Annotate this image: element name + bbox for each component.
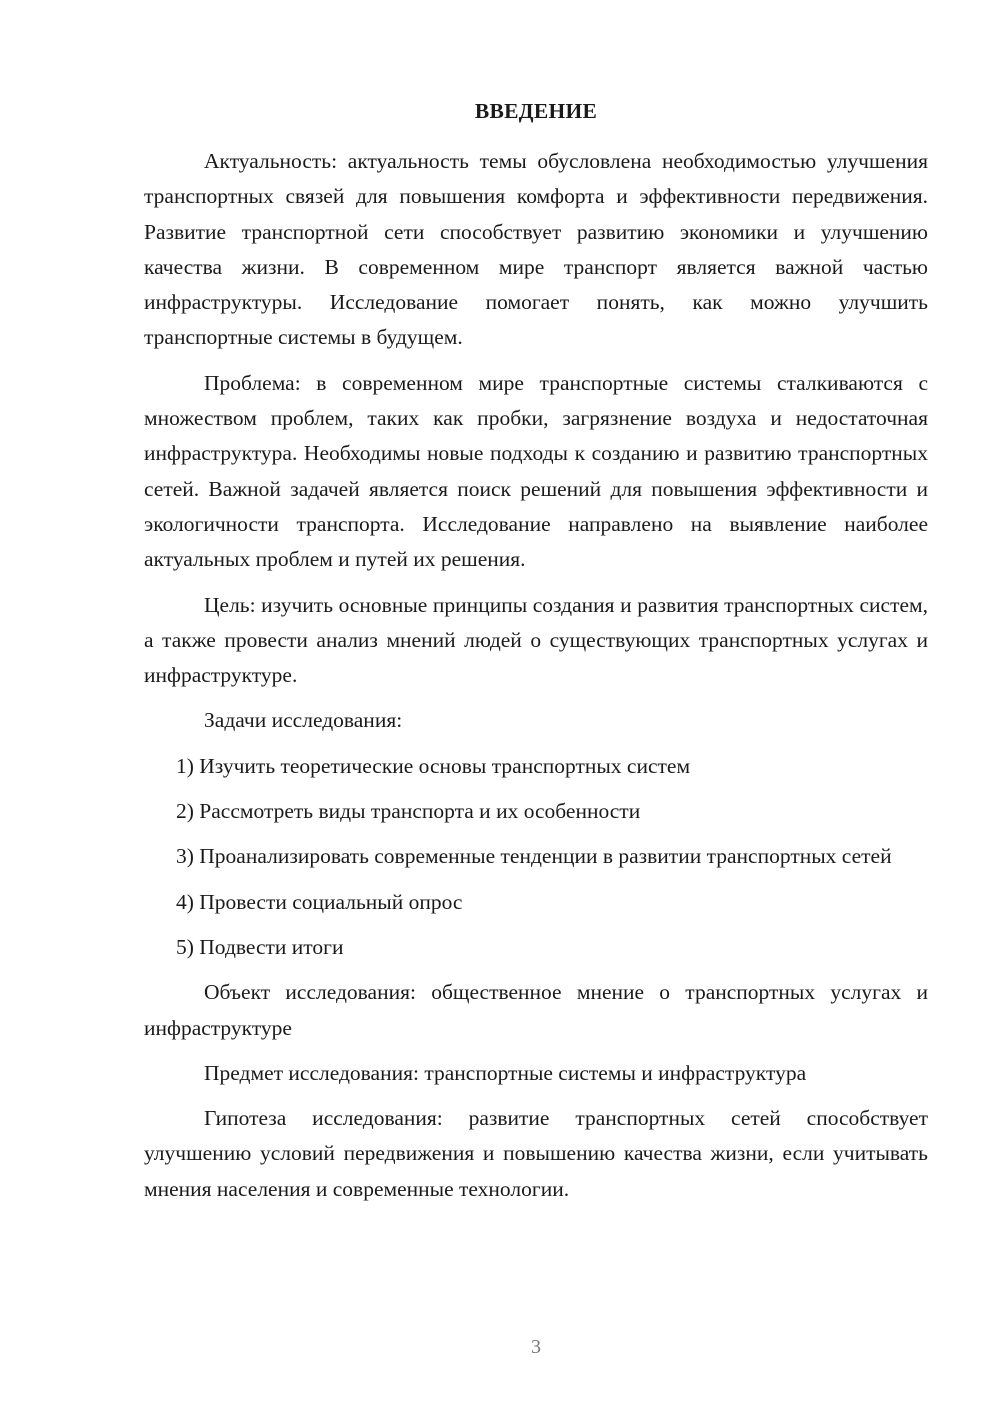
page-number: 3 — [531, 1336, 541, 1358]
task-item: 4) Провести социальный опрос — [176, 889, 463, 914]
object-paragraph: Объект исследования: общественное мнение о транспортных услугах и инфраструктуре — [144, 980, 928, 1040]
goal-paragraph: Цель: изучить основные принципы создания и развития транспортных систем, а также провести анализ мнений людей о существующих транспортных услугах и инфраструктуре. — [144, 592, 928, 688]
task-item: 5) Подвести итоги — [176, 934, 344, 959]
page-content — [144, 144, 928, 1217]
relevance-paragraph: Актуальность: актуальность темы обусловлена необходимостью улучшения транспортных связей для повышения комфорта и эффективности передвижения. Развитие транспортной сети способствует развитию экономики и улучшению качества жизни. В современном мире транспорт является важной частью инфраструктуры. Исследование помогает понять, как можно улучшить транспортные системы в будущем. — [144, 149, 928, 350]
hypothesis-paragraph: Гипотеза исследования: развитие транспортных сетей способствует улучшению условий передвижения и повышению качества жизни, если учитывать мнения населения и современные технологии. — [144, 1106, 928, 1201]
task-item: 2) Рассмотреть виды транспорта и их особенности — [176, 799, 641, 824]
page-title: ВВЕДЕНИЕ — [474, 99, 598, 123]
task-item: 1) Изучить теоретические основы транспортных систем — [176, 753, 691, 778]
problem-paragraph: Проблема: в современном мире транспортные системы сталкиваются с множеством проблем, таких как пробки, загрязнение воздуха и недостаточная инфраструктура. Необходимы новые подходы к созданию и развитию транспортных сетей. Важной задачей является поиск решений для повышения эффективности и экологичности транспорта. Исследование направлено на выявление наиболее актуальных проблем и путей их решения. — [144, 370, 928, 572]
subject-paragraph: Предмет исследования: транспортные системы и инфраструктура — [204, 1060, 807, 1085]
task-item: 3) Проанализировать современные тенденции в развитии транспортных сетей — [176, 844, 892, 869]
tasks-heading: Задачи исследования: — [204, 708, 403, 733]
